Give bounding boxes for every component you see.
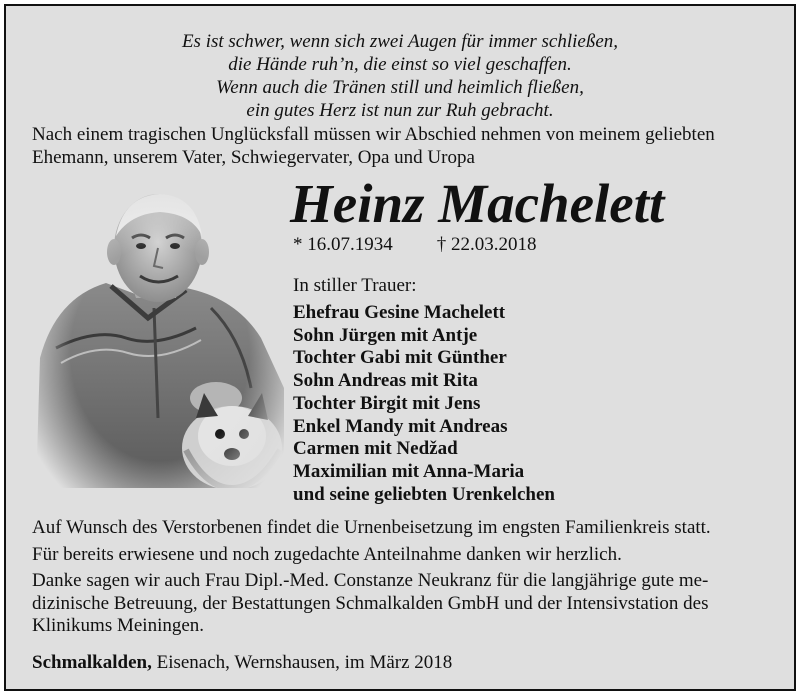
life-dates	[293, 233, 537, 257]
mourner-name: Carmen mit Nedžad	[293, 438, 458, 460]
portrait-photo-icon	[36, 188, 284, 488]
mourner-name: Sohn Andreas mit Rita	[293, 370, 478, 392]
mourner-name: und seine geliebten Urenkelchen	[293, 483, 555, 505]
thanks-note: Für bereits erwiesene und noch zugedachte Anteilnahme danken wir herzlich.	[32, 543, 622, 565]
mourner-name: Maximilian mit Anna-Maria	[293, 460, 525, 482]
birth-date: * 16.07.1934	[293, 234, 393, 255]
closing-text	[32, 517, 777, 638]
intro-text	[32, 123, 772, 169]
burial-note: Auf Wunsch des Verstorbenen findet die Urnenbeisetzung im engsten Familienkreis statt.	[32, 517, 711, 538]
acknowledgement-line: dizinische Betreuung, der Bestattungen Schmalkalden GmbH und der Intensivstation des	[32, 592, 709, 614]
mourner-name: Ehefrau Gesine Machelett	[293, 302, 506, 323]
mourner-name: Tochter Gabi mit Günther	[293, 347, 507, 369]
mourners-list	[293, 302, 555, 506]
intro-line: Ehemann, unserem Vater, Schwiegervater, Opa und Uropa	[32, 147, 475, 168]
death-date: † 22.03.2018	[436, 234, 537, 255]
mourner-name: Tochter Birgit mit Jens	[293, 392, 481, 414]
obituary-notice	[4, 4, 796, 691]
poem-line: ein gutes Herz ist nun zur Ruh gebracht.	[246, 100, 554, 121]
mourner-name: Sohn Jürgen mit Antje	[293, 324, 478, 346]
intro-line: Nach einem tragischen Unglücksfall müssen wir Abschied nehmen von meinem geliebten	[32, 124, 715, 145]
acknowledgement-line: Danke sagen wir auch Frau Dipl.-Med. Constanze Neukranz für die langjährige gute me-	[32, 570, 709, 591]
mourner-name: Enkel Mandy mit Andreas	[293, 415, 508, 437]
signature-line	[32, 651, 452, 675]
acknowledgement-line: Klinikums Meiningen.	[32, 615, 205, 636]
signature-rest: Eisenach, Wernshausen, im März 2018	[151, 652, 453, 673]
deceased-name: Heinz Machelett	[290, 173, 665, 234]
mourning-label: In stiller Trauer:	[293, 275, 417, 296]
signature-place: Schmalkalden,	[32, 652, 152, 673]
poem-line: Es ist schwer, wenn sich zwei Augen für immer schließen,	[181, 31, 619, 52]
poem-line: Wenn auch die Tränen still und heimlich fließen,	[216, 77, 584, 98]
poem-line: die Hände ruh’n, die einst so viel geschaffen.	[228, 54, 572, 75]
poem	[6, 30, 794, 122]
